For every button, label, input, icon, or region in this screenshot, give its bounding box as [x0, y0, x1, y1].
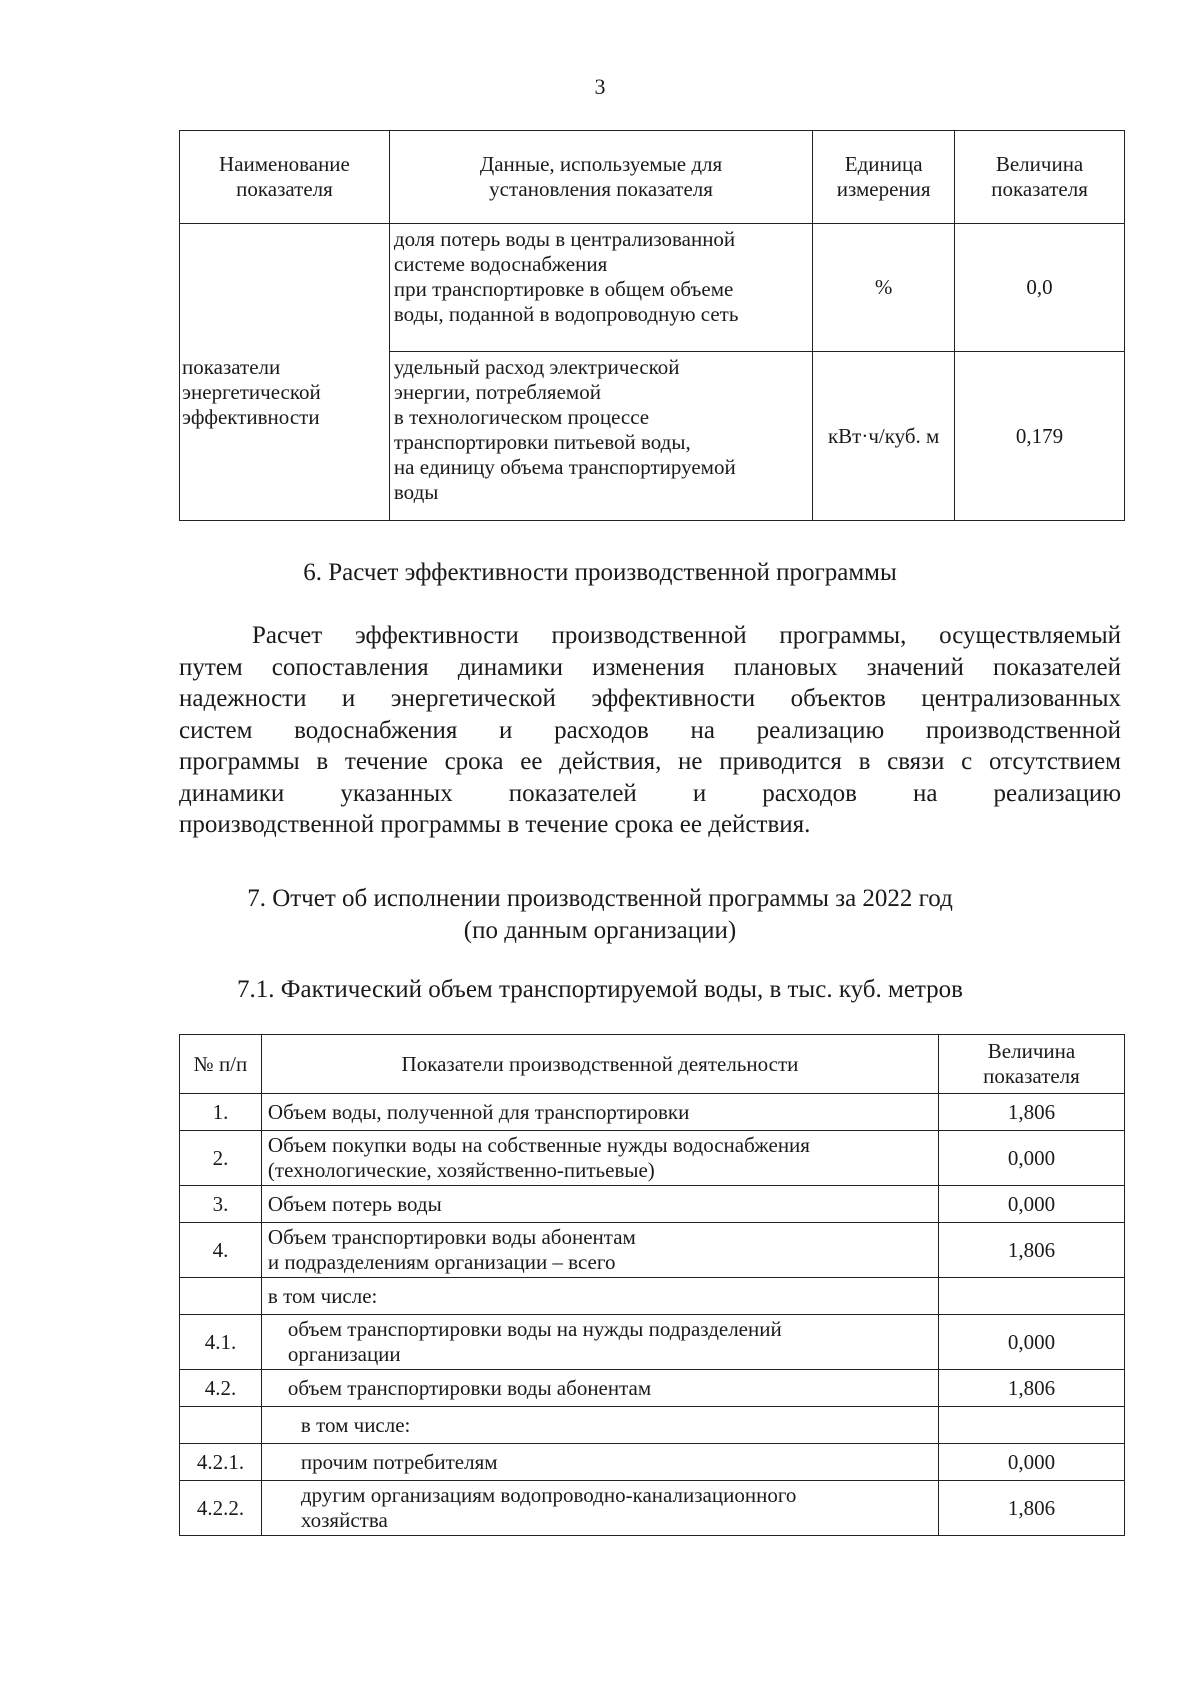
data-line: в технологическом процессе	[393, 405, 650, 429]
row-value	[939, 1278, 1125, 1315]
row-number: 4.1.	[180, 1315, 262, 1370]
row-value: 0,000	[939, 1444, 1125, 1481]
unit-cell: кВт·ч/куб. м	[813, 352, 955, 521]
row-name: Объем потерь воды	[261, 1186, 938, 1223]
paragraph-line: путем сопоставления динамики изменения плановых значений показателей	[179, 653, 1121, 681]
data-line: доля потерь воды в централизованной	[393, 227, 736, 251]
header-value: Величина показателя	[955, 131, 1125, 224]
row-name: объем транспортировки воды абонентам	[261, 1370, 938, 1407]
table-row	[180, 1094, 1125, 1131]
section-7-heading-line: 7. Отчет об исполнении производственной программы за 2022 год	[247, 885, 953, 912]
paragraph-line: динамики указанных показателей и расходов на реализацию	[179, 779, 1121, 807]
data-line: удельный расход электрической	[393, 355, 680, 379]
table-header-row	[180, 1035, 1125, 1094]
row-value: 1,806	[939, 1481, 1125, 1536]
table-row	[180, 1223, 1125, 1278]
paragraph-line: систем водоснабжения и расходов на реализацию производственной	[179, 716, 1121, 744]
indicator-name: показатели энергетической эффективности	[182, 354, 321, 429]
indicator-name-cell	[180, 224, 390, 521]
row-name	[261, 1481, 938, 1536]
row-name-line: (технологические, хозяйственно-питьевые)	[267, 1158, 655, 1182]
row-value	[939, 1407, 1125, 1444]
row-value: 0,000	[939, 1131, 1125, 1186]
header-unit: Единица измерения	[813, 131, 955, 224]
paragraph-line: программы в течение срока ее действия, не приводится в связи с отсутствием	[179, 748, 1121, 775]
row-number: 2.	[180, 1131, 262, 1186]
data-line: на единицу объема транспортируемой	[393, 455, 736, 479]
row-number	[180, 1278, 262, 1315]
row-name-line: организации	[287, 1342, 401, 1366]
data-line: воды, поданной в водопроводную сеть	[393, 302, 739, 326]
header-indicators: Показатели производственной деятельности	[261, 1035, 938, 1094]
table-row	[180, 1131, 1125, 1186]
section-6-heading: 6. Расчет эффективности производственной программы	[303, 559, 897, 586]
table-row	[180, 1370, 1125, 1407]
unit-cell: %	[813, 224, 955, 352]
row-number: 4.2.1.	[180, 1444, 262, 1481]
row-name	[261, 1131, 938, 1186]
value-cell: 0,179	[955, 352, 1125, 521]
header-data-used: Данные, используемые для установления показателя	[389, 131, 812, 224]
row-name: Объем воды, полученной для транспортировки	[261, 1094, 938, 1131]
row-name: в том числе:	[261, 1407, 938, 1444]
row-name: прочим потребителям	[261, 1444, 938, 1481]
row-name-line: объем транспортировки воды на нужды подразделений	[287, 1317, 782, 1341]
table-row	[180, 1481, 1125, 1536]
table-row	[180, 1444, 1125, 1481]
table-row	[180, 1315, 1125, 1370]
row-value: 1,806	[939, 1094, 1125, 1131]
table-row	[180, 1278, 1125, 1315]
table-header-row	[180, 131, 1125, 224]
header-indicator-name: Наименование показателя	[180, 131, 390, 224]
row-number	[180, 1407, 262, 1444]
row-number: 4.2.	[180, 1370, 262, 1407]
row-name: в том числе:	[261, 1278, 938, 1315]
data-line: системе водоснабжения	[393, 252, 608, 276]
paragraph-line: надежности и энергетической эффективности объектов централизованных	[179, 685, 1121, 712]
paragraph-line: производственной программы в течение срока ее действия.	[179, 811, 811, 838]
energy-efficiency-table	[179, 130, 1125, 521]
value-cell: 0,0	[955, 224, 1125, 352]
data-line: воды	[393, 480, 439, 504]
row-name	[261, 1315, 938, 1370]
table-row	[180, 1407, 1125, 1444]
data-line: при транспортировке в общем объеме	[393, 277, 734, 301]
section-7-heading-line: (по данным организации)	[463, 917, 737, 944]
row-value: 0,000	[939, 1315, 1125, 1370]
paragraph-line: Расчет эффективности производственной программы, осуществляемый	[252, 622, 1121, 649]
data-description-cell	[389, 352, 812, 521]
row-name-line: Объем покупки воды на собственные нужды водоснабжения	[267, 1133, 810, 1157]
row-name-line: другим организациям водопроводно-канализационного	[300, 1483, 797, 1507]
row-number: 4.2.2.	[180, 1481, 262, 1536]
row-name-line: и подразделениям организации – всего	[267, 1250, 616, 1274]
row-name-line: хозяйства	[300, 1508, 388, 1532]
row-number: 1.	[180, 1094, 262, 1131]
table-row	[180, 224, 1125, 352]
row-name	[261, 1223, 938, 1278]
row-value: 1,806	[939, 1370, 1125, 1407]
header-number: № п/п	[180, 1035, 262, 1094]
data-description-cell	[389, 224, 812, 352]
section-6-paragraph	[179, 620, 1121, 841]
row-number: 3.	[180, 1186, 262, 1223]
row-name-line: Объем транспортировки воды абонентам	[267, 1225, 636, 1249]
page-number: 3	[594, 74, 606, 99]
row-value: 1,806	[939, 1223, 1125, 1278]
row-value: 0,000	[939, 1186, 1125, 1223]
transported-water-table	[179, 1034, 1125, 1536]
section-7-1-heading: 7.1. Фактический объем транспортируемой воды, в тыс. куб. метров	[237, 976, 963, 1003]
section-7-heading	[0, 883, 1200, 947]
header-value: Величина показателя	[939, 1035, 1125, 1094]
table-row	[180, 1186, 1125, 1223]
data-line: транспортировки питьевой воды,	[393, 430, 691, 454]
row-number: 4.	[180, 1223, 262, 1278]
data-line: энергии, потребляемой	[393, 380, 601, 404]
